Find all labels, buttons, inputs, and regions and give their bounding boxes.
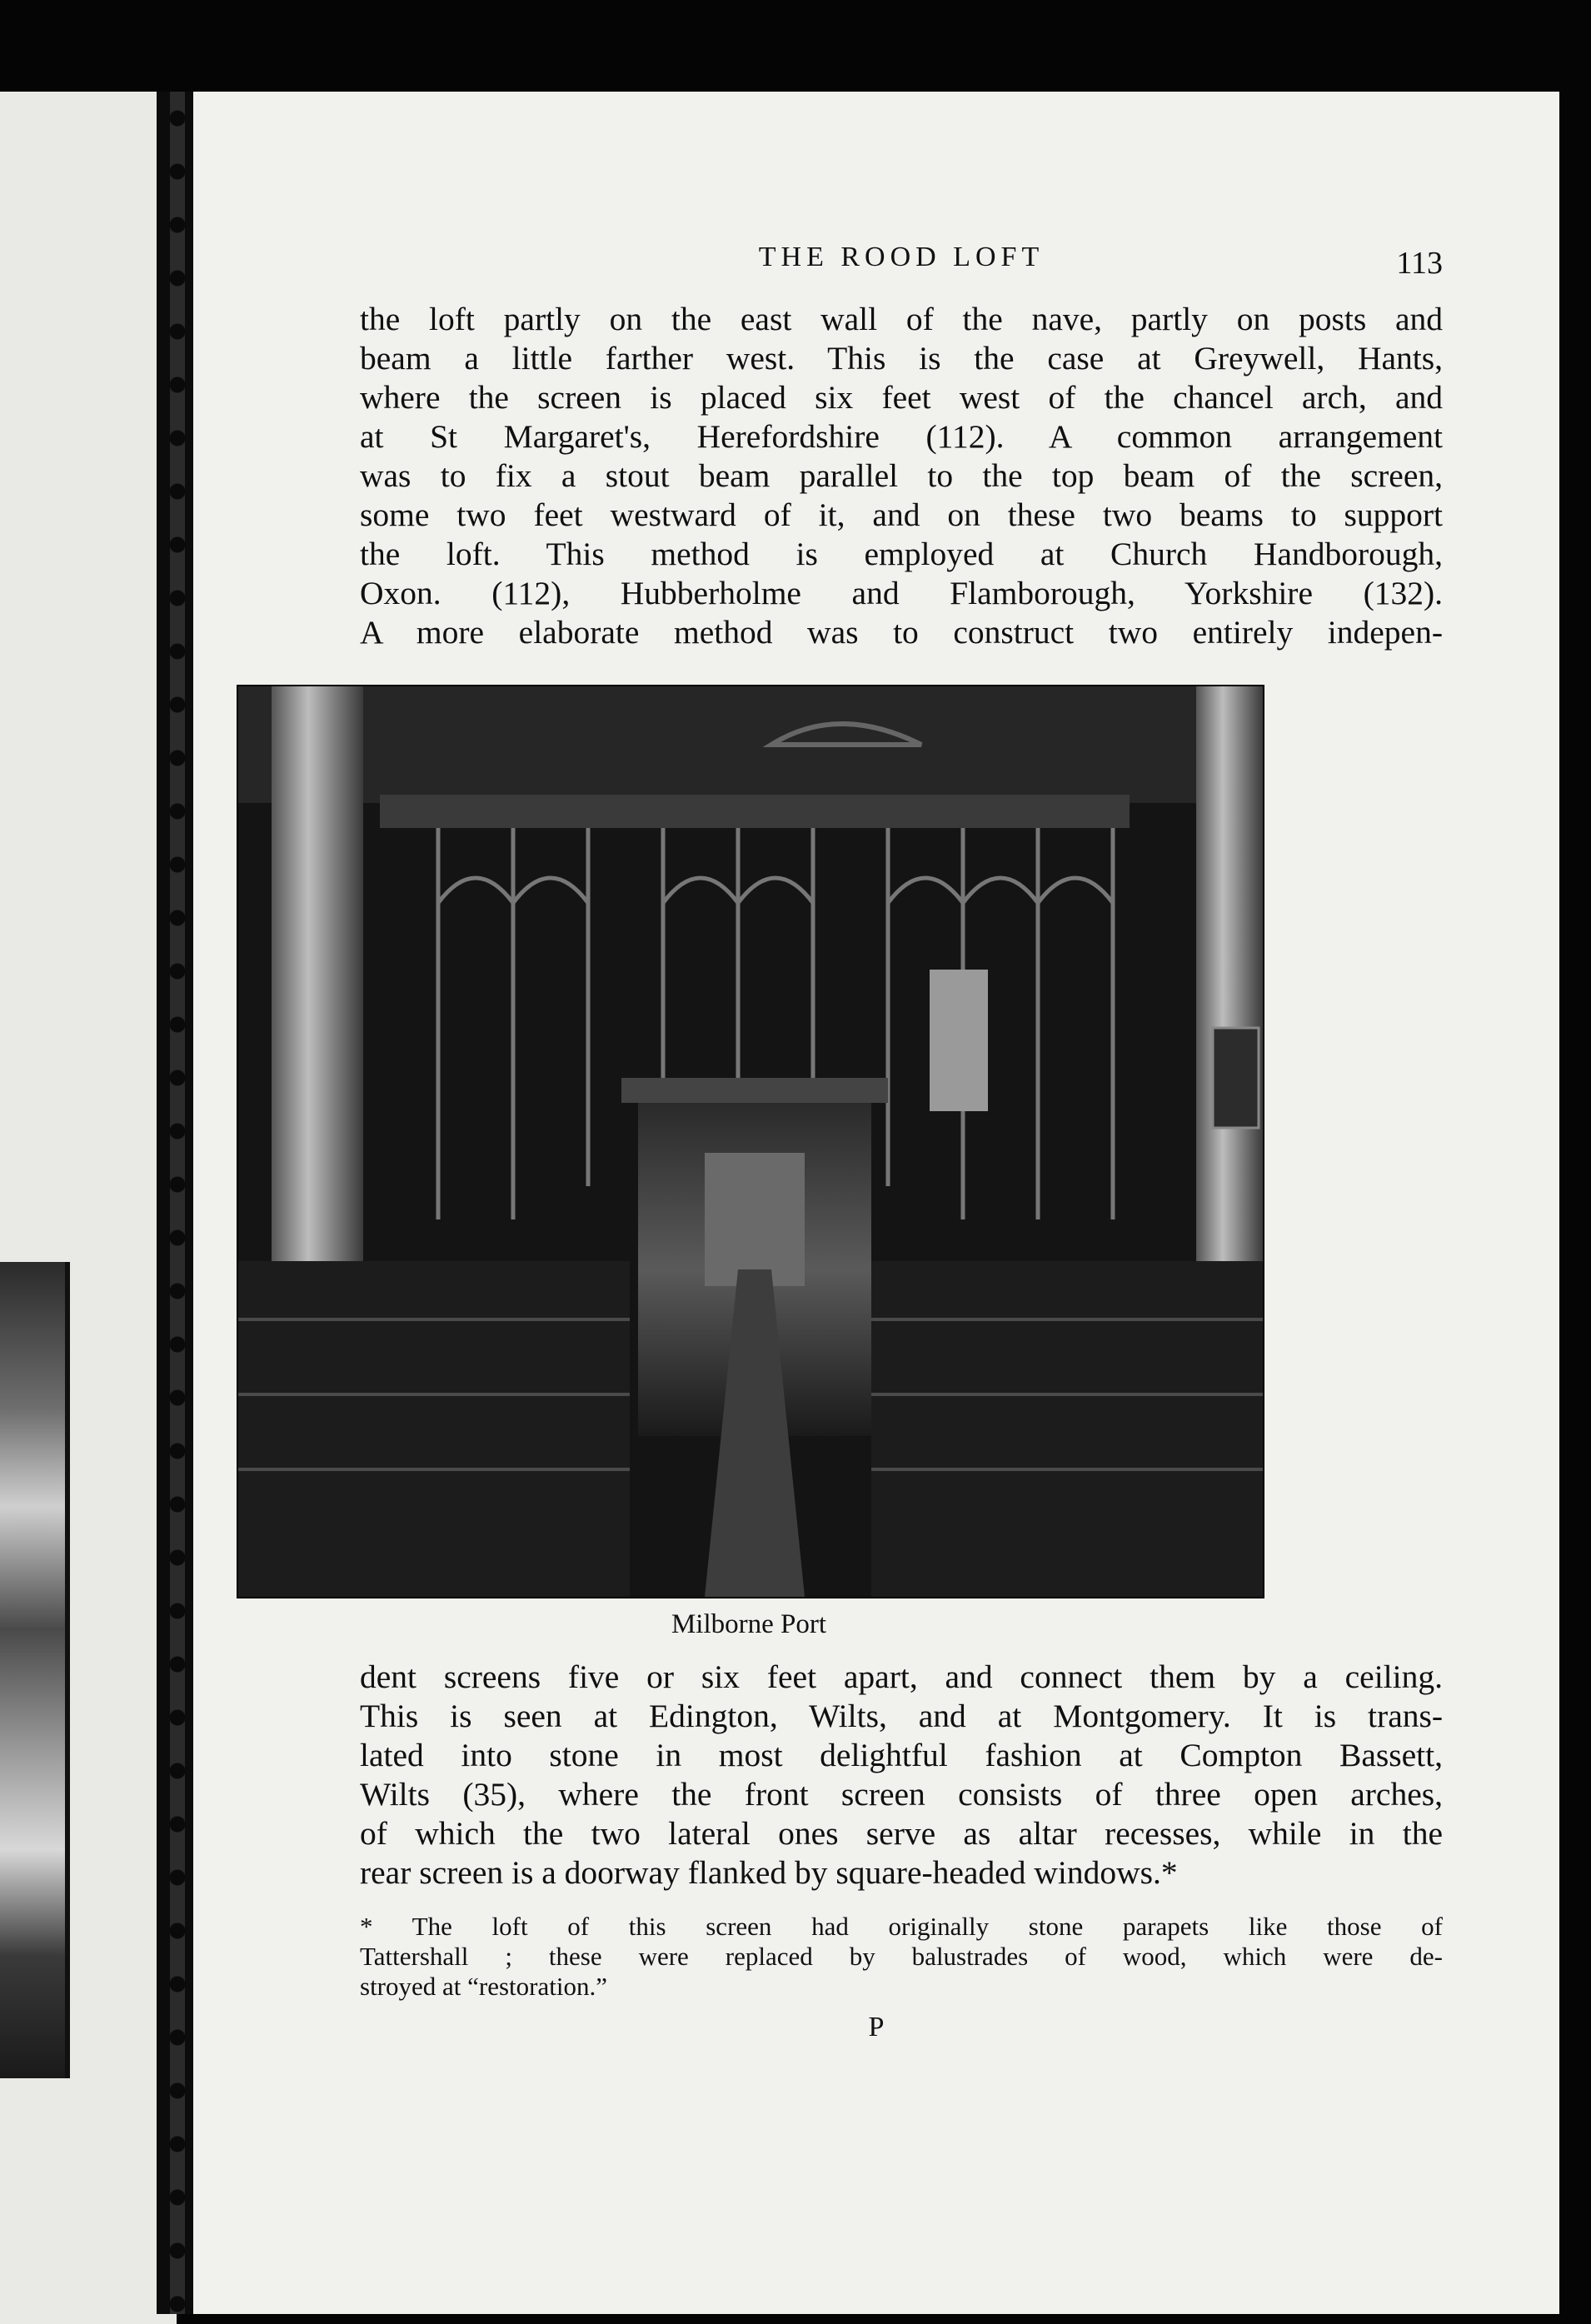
facing-page-photo-fragment (0, 1262, 70, 2078)
book-page (193, 92, 1559, 2314)
text-line: where the screen is placed six feet west of the chancel arch, and (360, 379, 1443, 416)
text-line: dent screens five or six feet apart, and connect them by a ceiling. (360, 1658, 1443, 1695)
footnote-line: stroyed at “restoration.” (360, 1972, 607, 2001)
page-number: 113 (1396, 246, 1443, 281)
text-line: beam a little farther west. This is the case at Greywell, Hants, (360, 340, 1443, 377)
page-header (360, 242, 1443, 283)
church-screen-photograph (237, 685, 1264, 1598)
running-head: THE ROOD LOFT (758, 242, 1045, 272)
footnote-line: * The loft of this screen had originally stone parapets like those of (360, 1912, 1443, 1941)
facing-page-fragment (0, 92, 177, 2324)
rood-screen-illustration (238, 686, 1263, 1597)
text-line: of which the two lateral ones serve as altar recesses, while in the (360, 1815, 1443, 1852)
text-line: A more elaborate method was to construct two entirely indepen- (360, 614, 1443, 651)
text-line: was to fix a stout beam parallel to the top beam of the screen, (360, 457, 1443, 494)
signature-mark: P (868, 2012, 885, 2042)
text-line: the loft partly on the east wall of the nave, partly on posts and (360, 301, 1443, 337)
book-binding-stitching (157, 92, 198, 2314)
text-line: Wilts (35), where the front screen consists of three open arches, (360, 1776, 1443, 1813)
text-line: Oxon. (112), Hubberholme and Flamborough, Yorkshire (132). (360, 575, 1443, 611)
top-paragraph (360, 300, 1443, 652)
text-line: lated into stone in most delightful fashion at Compton Bassett, (360, 1737, 1443, 1773)
bottom-paragraph (360, 1658, 1443, 1893)
text-line: This is seen at Edington, Wilts, and at Montgomery. It is trans- (360, 1698, 1443, 1734)
text-line: at St Margaret's, Herefordshire (112). A common arrangement (360, 418, 1443, 455)
text-line: some two feet westward of it, and on these two beams to support (360, 496, 1443, 533)
footnote (360, 1912, 1443, 2002)
text-line: rear screen is a doorway flanked by square-headed windows.* (360, 1854, 1178, 1891)
figure-caption: Milborne Port (671, 1609, 827, 1639)
footnote-line: Tattershall ; these were replaced by balustrades of wood, which were de- (360, 1942, 1443, 1971)
text-line: the loft. This method is employed at Church Handborough, (360, 536, 1443, 572)
